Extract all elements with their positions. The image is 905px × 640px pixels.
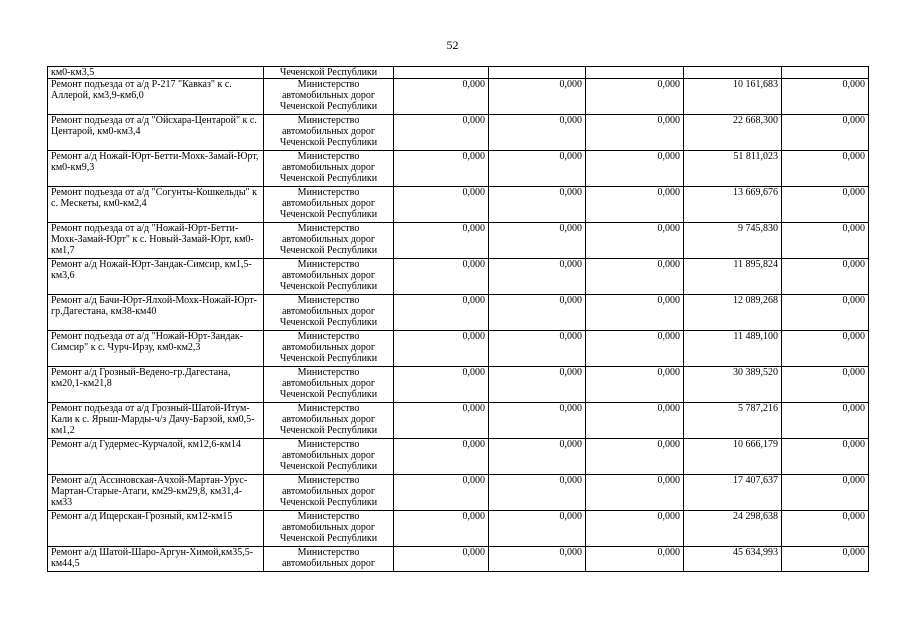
value-cell bbox=[684, 67, 782, 79]
organization-cell: Министерство автомобильных дорог Чеченской Республики bbox=[264, 439, 394, 475]
value-cell bbox=[394, 67, 489, 79]
value-cell bbox=[489, 67, 586, 79]
value-cell-5: 0,000 bbox=[782, 79, 869, 115]
value-cell-4: 13 669,676 bbox=[684, 187, 782, 223]
value-cell-3: 0,000 bbox=[586, 79, 684, 115]
table-row bbox=[48, 115, 869, 151]
table-row bbox=[48, 67, 869, 79]
value-cell-2: 0,000 bbox=[489, 475, 586, 511]
value-cell-5: 0,000 bbox=[782, 475, 869, 511]
road-name-cell: Ремонт а/д Ассиновская-Ачхой-Мартан-Урус-Мартан-Старые-Атаги, км29-км29,8, км31,4-км33 bbox=[48, 475, 264, 511]
value-cell-2: 0,000 bbox=[489, 367, 586, 403]
value-cell-1: 0,000 bbox=[394, 475, 489, 511]
value-cell-5: 0,000 bbox=[782, 367, 869, 403]
road-name-cell: Ремонт а/д Бачи-Юрт-Ялхой-Мохк-Ножай-Юрт-гр.Дагестана, км38-км40 bbox=[48, 295, 264, 331]
road-name-cell: Ремонт подъезда от а/д "Ойсхара-Центарой" к с. Центарой, км0-км3,4 bbox=[48, 115, 264, 151]
value-cell-3: 0,000 bbox=[586, 367, 684, 403]
value-cell-3: 0,000 bbox=[586, 439, 684, 475]
value-cell-3: 0,000 bbox=[586, 151, 684, 187]
value-cell-2: 0,000 bbox=[489, 547, 586, 572]
table-row bbox=[48, 259, 869, 295]
table-row bbox=[48, 79, 869, 115]
road-name-cell: Ремонт а/д Ножай-Юрт-Зандак-Симсир, км1,5-км3,6 bbox=[48, 259, 264, 295]
value-cell-4: 12 089,268 bbox=[684, 295, 782, 331]
value-cell-1: 0,000 bbox=[394, 331, 489, 367]
page-number: 52 bbox=[446, 38, 459, 52]
value-cell-1: 0,000 bbox=[394, 547, 489, 572]
value-cell-3: 0,000 bbox=[586, 403, 684, 439]
budget-table bbox=[47, 66, 869, 572]
value-cell-4: 5 787,216 bbox=[684, 403, 782, 439]
table-row bbox=[48, 403, 869, 439]
organization-cell: Министерство автомобильных дорог Чеченской Республики bbox=[264, 511, 394, 547]
value-cell-2: 0,000 bbox=[489, 115, 586, 151]
value-cell-1: 0,000 bbox=[394, 511, 489, 547]
value-cell-1: 0,000 bbox=[394, 115, 489, 151]
value-cell-4: 11 895,824 bbox=[684, 259, 782, 295]
organization-cell: Министерство автомобильных дорог Чеченской Республики bbox=[264, 223, 394, 259]
road-name-cell: Ремонт а/д Ищерская-Грозный, км12-км15 bbox=[48, 511, 264, 547]
value-cell-5: 0,000 bbox=[782, 115, 869, 151]
table-row bbox=[48, 151, 869, 187]
value-cell-2: 0,000 bbox=[489, 151, 586, 187]
value-cell-5: 0,000 bbox=[782, 547, 869, 572]
value-cell-1: 0,000 bbox=[394, 187, 489, 223]
value-cell-3: 0,000 bbox=[586, 259, 684, 295]
table-row bbox=[48, 475, 869, 511]
value-cell-2: 0,000 bbox=[489, 187, 586, 223]
value-cell bbox=[586, 67, 684, 79]
value-cell-2: 0,000 bbox=[489, 439, 586, 475]
value-cell-3: 0,000 bbox=[586, 547, 684, 572]
table-row bbox=[48, 367, 869, 403]
value-cell-3: 0,000 bbox=[586, 331, 684, 367]
value-cell-5: 0,000 bbox=[782, 403, 869, 439]
value-cell-1: 0,000 bbox=[394, 367, 489, 403]
value-cell-5: 0,000 bbox=[782, 187, 869, 223]
value-cell-1: 0,000 bbox=[394, 295, 489, 331]
organization-cell: Министерство автомобильных дорог Чеченской Республики bbox=[264, 367, 394, 403]
value-cell-2: 0,000 bbox=[489, 259, 586, 295]
road-name-cell: Ремонт подъезда от а/д Грозный-Шатой-Итум-Кали к с. Ярыш-Марды-ч/з Дачу-Барзой, км0,5-км1,2 bbox=[48, 403, 264, 439]
value-cell-1: 0,000 bbox=[394, 259, 489, 295]
value-cell-4: 24 298,638 bbox=[684, 511, 782, 547]
table-row bbox=[48, 223, 869, 259]
road-name-cell: Ремонт подъезда от а/д "Ножай-Юрт-Бетти-Мохк-Замай-Юрт" к с. Новый-Замай-Юрт, км0-км1,7 bbox=[48, 223, 264, 259]
value-cell-2: 0,000 bbox=[489, 295, 586, 331]
value-cell-1: 0,000 bbox=[394, 79, 489, 115]
value-cell-5: 0,000 bbox=[782, 511, 869, 547]
road-name-cell: Ремонт а/д Ножай-Юрт-Бетти-Мохк-Замай-Юрт, км0-км9,3 bbox=[48, 151, 264, 187]
value-cell-3: 0,000 bbox=[586, 115, 684, 151]
value-cell-5: 0,000 bbox=[782, 151, 869, 187]
value-cell-4: 10 666,179 bbox=[684, 439, 782, 475]
table-row bbox=[48, 187, 869, 223]
value-cell-5: 0,000 bbox=[782, 439, 869, 475]
organization-cell: Министерство автомобильных дорог bbox=[264, 547, 394, 572]
value-cell-2: 0,000 bbox=[489, 403, 586, 439]
value-cell-4: 45 634,993 bbox=[684, 547, 782, 572]
value-cell-2: 0,000 bbox=[489, 79, 586, 115]
organization-cell: Министерство автомобильных дорог Чеченской Республики bbox=[264, 331, 394, 367]
value-cell-5: 0,000 bbox=[782, 259, 869, 295]
table-row bbox=[48, 295, 869, 331]
value-cell-3: 0,000 bbox=[586, 223, 684, 259]
organization-cell: Чеченской Республики bbox=[264, 67, 394, 79]
value-cell-4: 11 489,100 bbox=[684, 331, 782, 367]
organization-cell: Министерство автомобильных дорог Чеченской Республики bbox=[264, 403, 394, 439]
value-cell-1: 0,000 bbox=[394, 403, 489, 439]
value-cell-1: 0,000 bbox=[394, 439, 489, 475]
road-name-cell: Ремонт а/д Грозный-Ведено-гр.Дагестана, км20,1-км21,8 bbox=[48, 367, 264, 403]
value-cell-2: 0,000 bbox=[489, 223, 586, 259]
value-cell-4: 17 407,637 bbox=[684, 475, 782, 511]
table-row bbox=[48, 439, 869, 475]
road-name-cell: Ремонт подъезда от а/д "Согунты-Кошкельды" к с. Мескеты, км0-км2,4 bbox=[48, 187, 264, 223]
organization-cell: Министерство автомобильных дорог Чеченской Республики bbox=[264, 79, 394, 115]
organization-cell: Министерство автомобильных дорог Чеченской Республики bbox=[264, 151, 394, 187]
organization-cell: Министерство автомобильных дорог Чеченской Республики bbox=[264, 259, 394, 295]
value-cell-5: 0,000 bbox=[782, 331, 869, 367]
value-cell-4: 22 668,300 bbox=[684, 115, 782, 151]
value-cell-4: 10 161,683 bbox=[684, 79, 782, 115]
value-cell-5: 0,000 bbox=[782, 223, 869, 259]
value-cell-2: 0,000 bbox=[489, 331, 586, 367]
value-cell-3: 0,000 bbox=[586, 295, 684, 331]
organization-cell: Министерство автомобильных дорог Чеченской Республики bbox=[264, 475, 394, 511]
value-cell-1: 0,000 bbox=[394, 223, 489, 259]
value-cell-1: 0,000 bbox=[394, 151, 489, 187]
table-row bbox=[48, 547, 869, 572]
road-name-cell: Ремонт подъезда от а/д "Ножай-Юрт-Зандак-Симсир" к с. Чурч-Ирзу, км0-км2,3 bbox=[48, 331, 264, 367]
value-cell-4: 9 745,830 bbox=[684, 223, 782, 259]
road-name-cell: Ремонт а/д Шатой-Шаро-Аргун-Химой,км35,5-км44,5 bbox=[48, 547, 264, 572]
value-cell-5: 0,000 bbox=[782, 295, 869, 331]
value-cell-4: 30 389,520 bbox=[684, 367, 782, 403]
road-name-cell: Ремонт а/д Гудермес-Курчалой, км12,6-км14 bbox=[48, 439, 264, 475]
organization-cell: Министерство автомобильных дорог Чеченской Республики bbox=[264, 115, 394, 151]
value-cell-3: 0,000 bbox=[586, 511, 684, 547]
table-row bbox=[48, 511, 869, 547]
value-cell-3: 0,000 bbox=[586, 187, 684, 223]
value-cell-3: 0,000 bbox=[586, 475, 684, 511]
value-cell-4: 51 811,023 bbox=[684, 151, 782, 187]
organization-cell: Министерство автомобильных дорог Чеченской Республики bbox=[264, 187, 394, 223]
value-cell-2: 0,000 bbox=[489, 511, 586, 547]
road-name-cell: км0-км3,5 bbox=[48, 67, 264, 79]
value-cell bbox=[782, 67, 869, 79]
table-row bbox=[48, 331, 869, 367]
organization-cell: Министерство автомобильных дорог Чеченской Республики bbox=[264, 295, 394, 331]
road-name-cell: Ремонт подъезда от а/д Р-217 "Кавказ" к с. Аллерой, км3,9-км6,0 bbox=[48, 79, 264, 115]
